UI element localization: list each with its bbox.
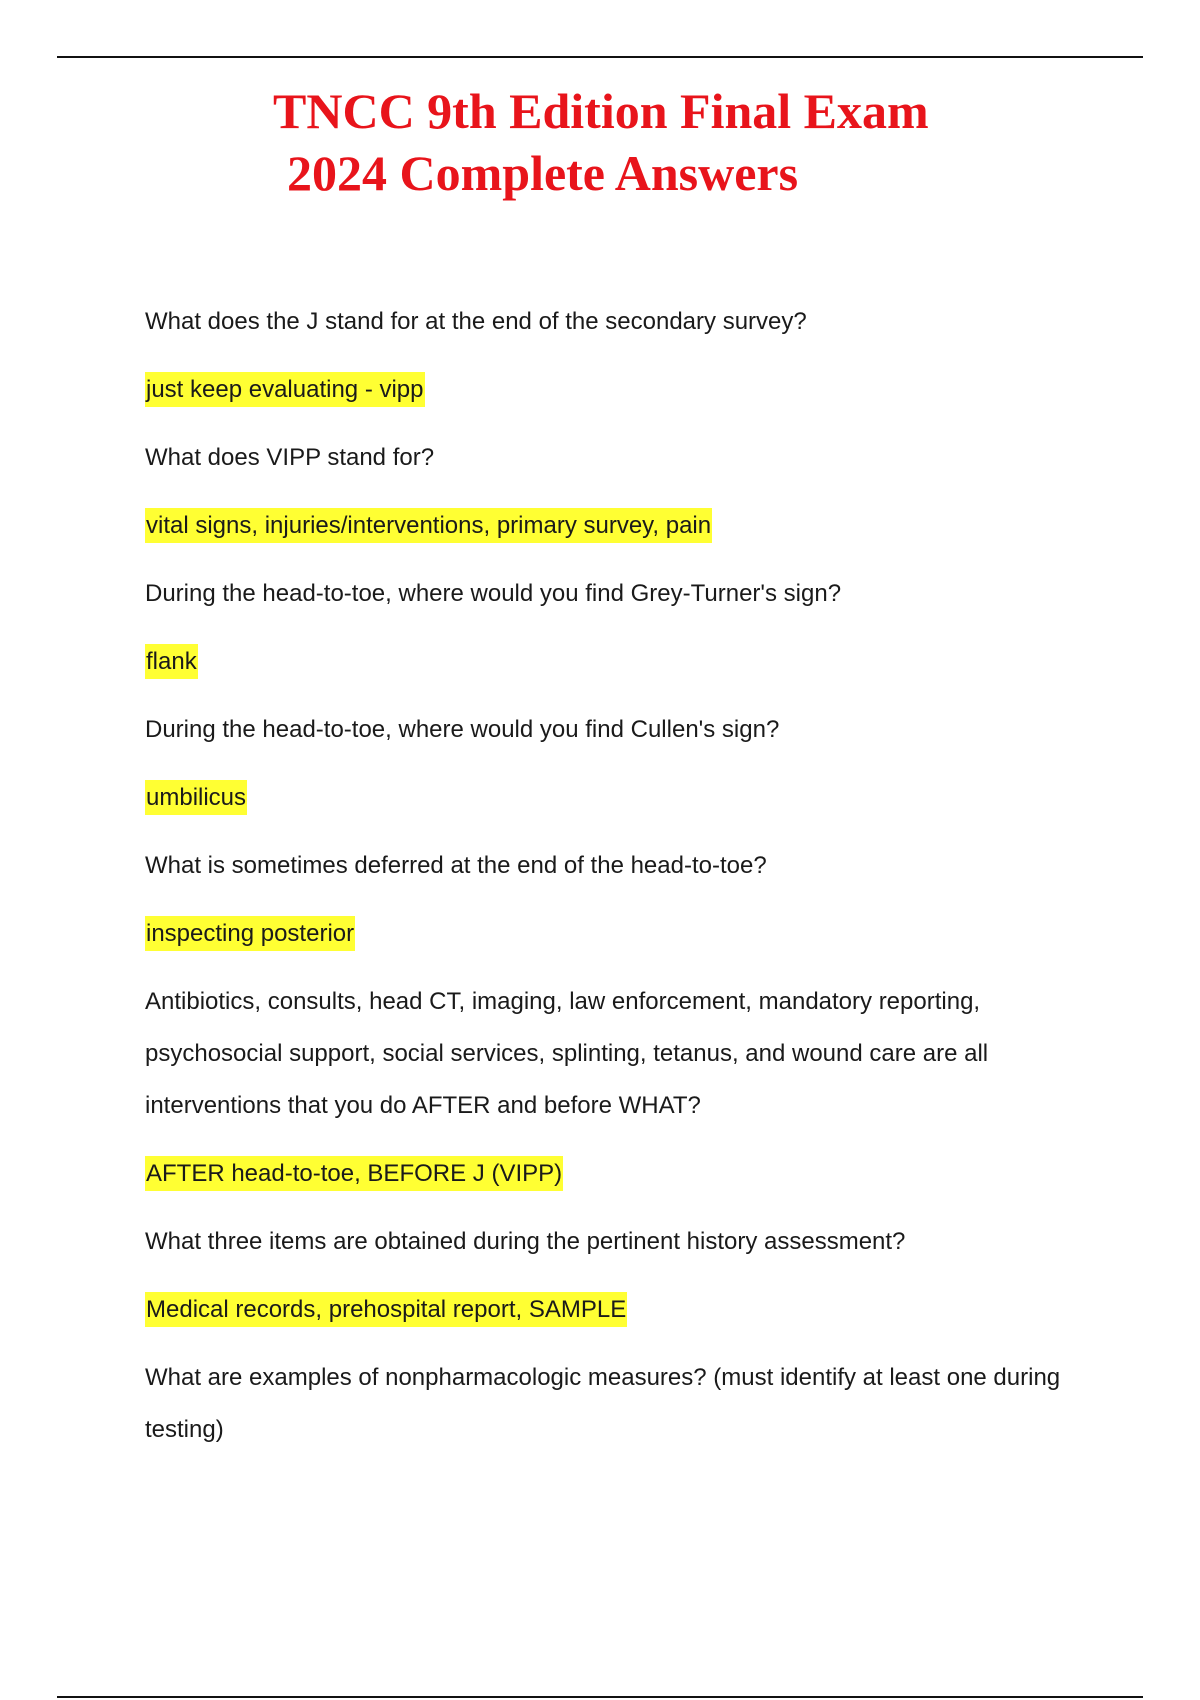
question-2: What does VIPP stand for?: [145, 444, 435, 471]
question-3: During the head-to-toe, where would you find Grey-Turner's sign?: [145, 580, 842, 607]
answer-highlight: inspecting posterior: [145, 916, 355, 951]
answer-5: [145, 908, 1075, 960]
answer-highlight: vital signs, injuries/interventions, primary survey, pain: [145, 508, 712, 543]
top-rule: [57, 56, 1143, 58]
answer-4: [145, 772, 1075, 824]
answer-7: [145, 1284, 1075, 1336]
answer-highlight: AFTER head-to-toe, BEFORE J (VIPP): [145, 1156, 563, 1191]
answer-highlight: Medical records, prehospital report, SAMPLE: [145, 1292, 627, 1327]
answer-1: [145, 364, 1075, 416]
bottom-rule: [57, 1696, 1143, 1698]
answer-highlight: flank: [145, 644, 198, 679]
document-title: [0, 80, 1200, 204]
question-4: During the head-to-toe, where would you find Cullen's sign?: [145, 716, 780, 743]
answer-highlight: umbilicus: [145, 780, 247, 815]
question-8: What are examples of nonpharmacologic measures? (must identify at least one during testing): [145, 1364, 1061, 1443]
answer-2: [145, 500, 1075, 552]
answer-highlight: just keep evaluating - vipp: [145, 372, 425, 407]
question-1: What does the J stand for at the end of the secondary survey?: [145, 308, 807, 335]
qa-list: [145, 296, 1075, 1456]
question-5: What is sometimes deferred at the end of the head-to-toe?: [145, 852, 767, 879]
answer-6: [145, 1148, 1075, 1200]
question-7: What three items are obtained during the pertinent history assessment?: [145, 1228, 906, 1255]
answer-3: [145, 636, 1075, 688]
question-6: Antibiotics, consults, head CT, imaging, law enforcement, mandatory reporting, psychosocial support, social services, splinting, tetanus, and wound care are all interventions that you do AFTER and before WHAT?: [145, 988, 989, 1119]
title-line-1: TNCC 9th Edition Final Exam: [273, 83, 929, 139]
title-line-2: 2024 Complete Answers: [287, 145, 799, 201]
